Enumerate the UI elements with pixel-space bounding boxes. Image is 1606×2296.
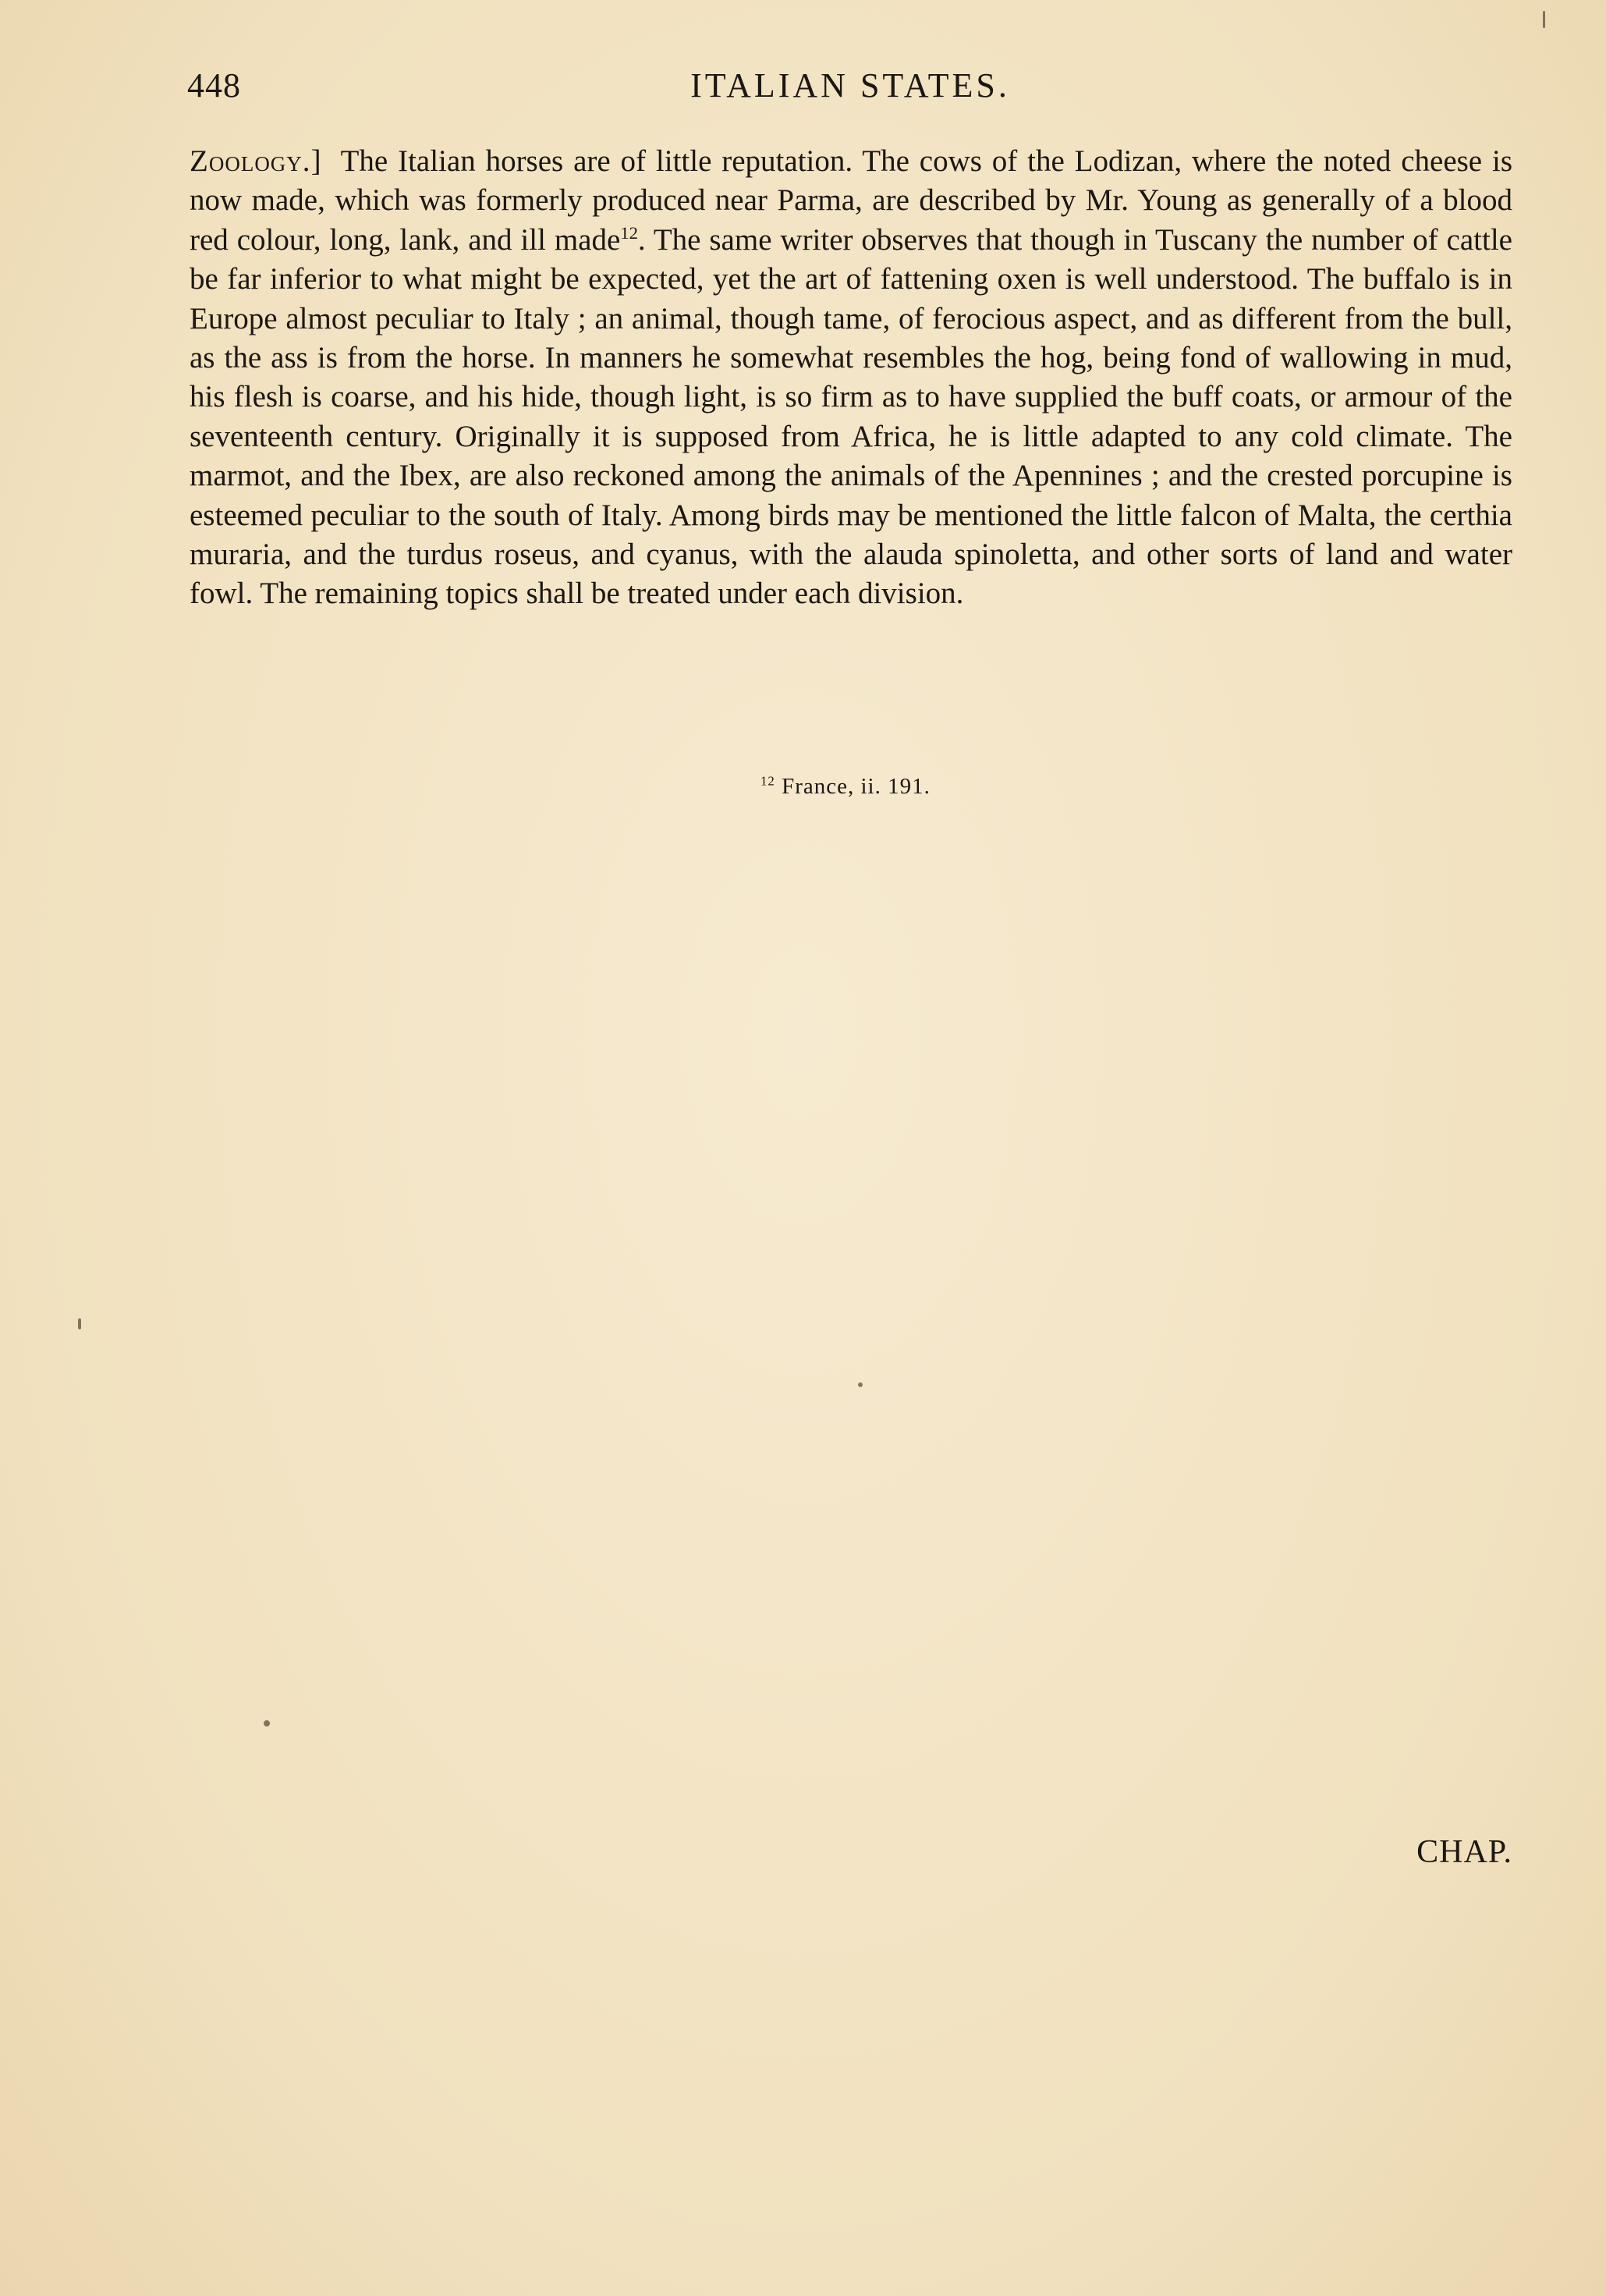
running-title: ITALIAN STATES.	[690, 66, 1010, 105]
section-bracket: ]	[310, 144, 321, 178]
ink-speck	[264, 1720, 270, 1726]
paragraph-text-continued: . The same writer observes that though in Tuscany the number of cattle be far inferior to what might be expected, yet the art of fattening oxen is well understood. The buffalo is in Europe almost peculiar to Italy ; an animal, though tame, of ferocious aspect, and as different from the bull, as the ass is from the horse. In manners he somewhat resembles the hog, being fond of wallowing in mud, his flesh is coarse, and his hide, though light, is so firm as to have supplied the buff coats, or armour of the seventeenth century. Originally it is supposed from Africa, he is little adapted to any cold climate. The marmot, and the Ibex, are also reckoned among the animals of the Apennines ; and the crested porcupine is esteemed peculiar to the south of Italy. Among birds may be mentioned the little falcon of Malta, the certhia muraria, and the turdus roseus, and cyanus, with the alauda spinoletta, and other sorts of land and water fowl. The remaining topics shall be treated under each division.	[190, 222, 1512, 611]
footnote-reference: 12	[620, 222, 638, 243]
footnote-marker: 12	[760, 773, 775, 789]
ink-speck	[1543, 11, 1545, 28]
page-number: 448	[187, 66, 241, 105]
paragraph-text: The Italian horses are of little reputation. The cows of the Lodizan, where the noted cheese is now made, which was formerly produced near Parma, are described by Mr. Young as generally of a blood red colour, long, lank, and ill made	[190, 144, 1512, 257]
ink-speck	[78, 1318, 81, 1329]
body-paragraph	[190, 142, 1512, 614]
footnote-text: France, ii. 191.	[782, 774, 931, 799]
catchword: CHAP.	[1416, 1834, 1512, 1870]
ink-speck	[858, 1382, 863, 1387]
footnote	[760, 774, 931, 800]
section-label: Zoology.	[190, 144, 311, 178]
page-header	[187, 66, 1513, 112]
